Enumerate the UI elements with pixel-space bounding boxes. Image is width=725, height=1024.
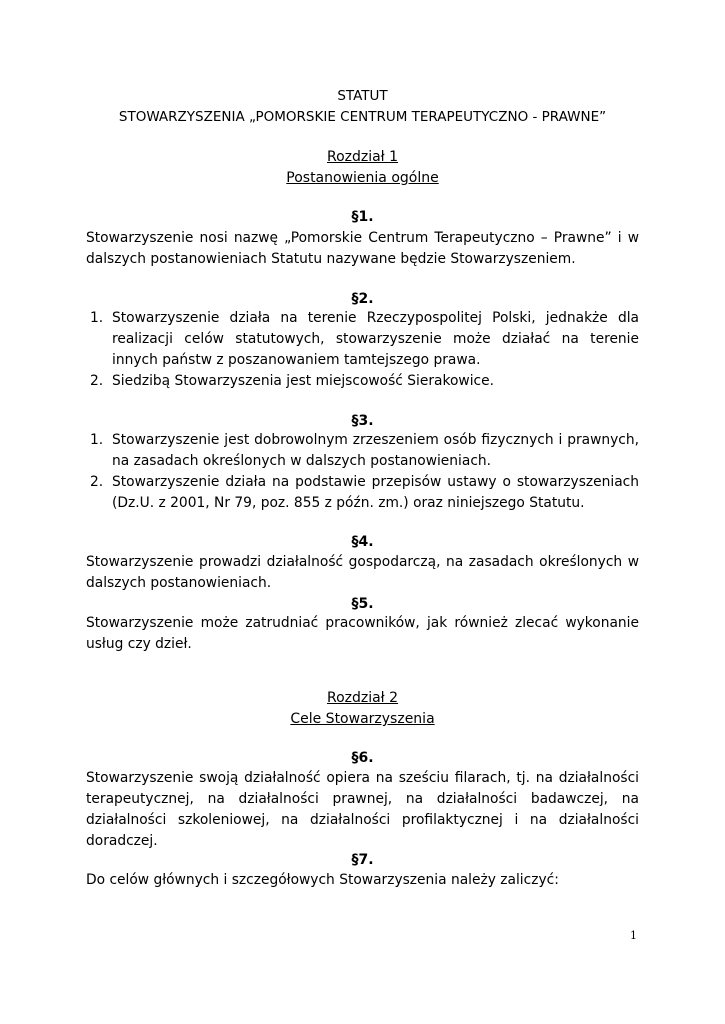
document-subtitle: STOWARZYSZENIA „POMORSKIE CENTRUM TERAPEUTYCZNO - PRAWNE” (118, 109, 607, 125)
section-6-text: Stowarzyszenie swoją działalność opiera na sześciu filarach, tj. na działalności terapeutycznej, na działalności prawnej, na działalności badawczej, na działalności szkoleniowej, na działalności profilaktycznej i na działalności doradczej. (86, 770, 639, 849)
list-text: Stowarzyszenie jest dobrowolnym zrzeszeniem osób fizycznych i prawnych, na zasadach określonych w dalszych postanowieniach. (112, 432, 639, 469)
document-page (86, 0, 639, 1024)
list-number: 1. (90, 310, 104, 326)
chapter-1-name: Postanowienia ogólne (286, 170, 439, 186)
page-number: 1 (630, 929, 637, 942)
section-3-item-1 (86, 430, 639, 472)
section-5-mark: §5. (351, 596, 374, 612)
section-3-mark: §3. (351, 413, 374, 429)
list-text: Stowarzyszenie działa na terenie Rzeczypospolitej Polski, jednakże dla realizacji celów statutowych, stowarzyszenie może działać na terenie innych państw z poszanowaniem tamtejszego prawa. (112, 310, 639, 368)
section-1-text: Stowarzyszenie nosi nazwę „Pomorskie Centrum Terapeutyczno – Prawne” i w dalszych postanowieniach Statutu nazywane będzie Stowarzyszeniem. (86, 230, 639, 267)
section-2-item-1 (86, 308, 639, 371)
section-4-text: Stowarzyszenie prowadzi działalność gospodarczą, na zasadach określonych w dalszych postanowieniach. (86, 554, 639, 591)
section-6-mark: §6. (351, 750, 374, 766)
chapter-1-label: Rozdział 1 (326, 149, 399, 165)
document-title: STATUT (337, 88, 388, 104)
list-text: Stowarzyszenie działa na podstawie przepisów ustawy o stowarzyszeniach (Dz.U. z 2001, Nr 79, poz. 855 z późn. zm.) oraz niniejszego Statutu. (112, 474, 639, 511)
section-5-text: Stowarzyszenie może zatrudniać pracowników, jak również zlecać wykonanie usług czy dzieł. (86, 615, 639, 652)
section-2-item-2 (86, 371, 639, 392)
list-number: 2. (90, 474, 104, 490)
section-2-mark: §2. (351, 291, 374, 307)
section-7-mark: §7. (351, 852, 374, 868)
section-3-item-2 (86, 472, 639, 514)
list-number: 1. (90, 432, 104, 448)
chapter-2-label: Rozdział 2 (326, 690, 399, 706)
list-number: 2. (90, 373, 104, 389)
section-7-text: Do celów głównych i szczegółowych Stowarzyszenia należy zaliczyć: (86, 872, 559, 888)
list-text: Siedzibą Stowarzyszenia jest miejscowość Sierakowice. (112, 373, 494, 389)
chapter-2-name: Cele Stowarzyszenia (290, 711, 435, 727)
section-4-mark: §4. (351, 534, 374, 550)
section-1-mark: §1. (351, 209, 374, 225)
